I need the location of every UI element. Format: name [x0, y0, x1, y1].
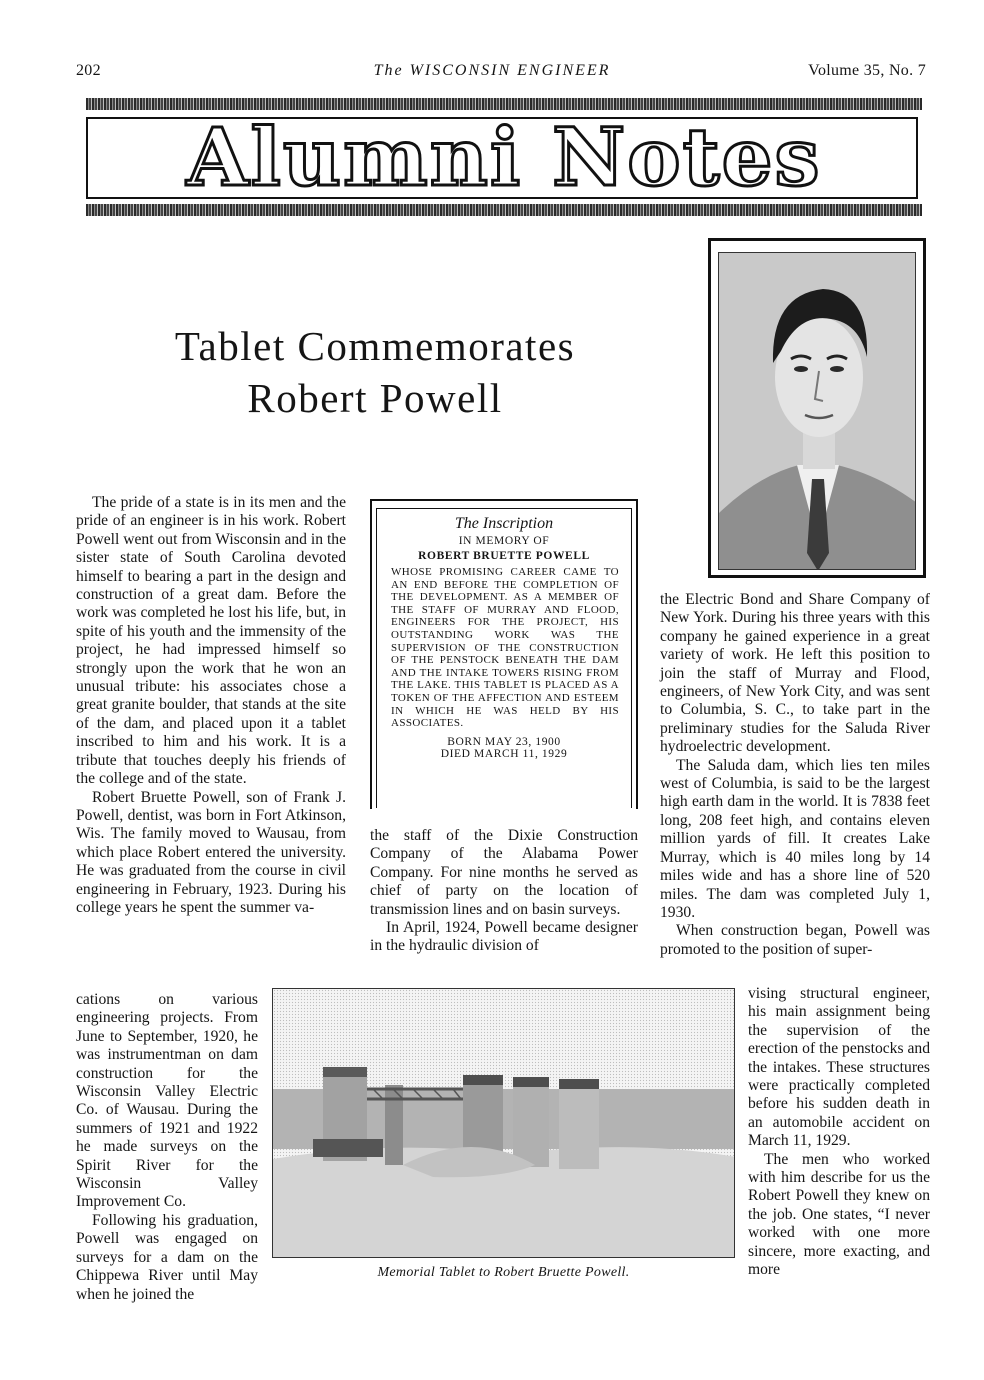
dam-intake-illustration	[273, 989, 735, 1258]
paragraph: the Electric Bond and Share Company of New York. During his three years with this company he gained experience in a great variety of work. He left this position to join the staff of Murray and Flood, engineers, of New York City, and was sent to Columbia, S. C., to take part in the preliminary studies for the Saluda River hydroelectric development.	[660, 591, 930, 756]
journal-title: The WISCONSIN ENGINEER	[373, 62, 611, 79]
portrait-photo	[718, 252, 916, 570]
paragraph: the staff of the Dixie Construction Company of the Alabama Power Company. For nine months he served as chief of party on the location of transmission lines and on basin surveys.	[370, 827, 638, 918]
paragraph: cations on various engineering projects. From June to September, 1920, he was instrumentman on dam construction for the Wisconsin Valley Electric Co. of Wausau. During the summers of 1921 and 1922 he made surveys on the Spirit River for the Wisconsin Valley Improvement Co.	[76, 991, 258, 1211]
memorial-tablet-photo	[272, 988, 735, 1258]
portrait-illustration	[719, 253, 916, 570]
paragraph: Robert Bruette Powell, son of Frank J. Powell, dentist, was born in Fort Atkinson, Wis. The family moved to Wausau, from which place Robert entered the university. He was graduated from the course in civil engineering in February, 1923. During his college years he spent the summer va-	[76, 788, 346, 916]
photo-caption: Memorial Tablet to Robert Bruette Powell.	[377, 1265, 630, 1280]
paragraph: The pride of a state is in its men and the pride of an engineer is in his work. Robert Powell went out from Wisconsin and in the sister state of South Carolina devoted himself to bearing a part in the design and construction of a great dam. Before the work was completed he lost his life, but, in spite of his youth and the immensity of the project, he had impressed himself so strongly upon the work that he won an unusual tribute: his associates chose a great granite boulder, that stands at the site of the dam, and placed upon it a tablet inscribed to him and his work. It is a tribute that touches deeply his friends of the college and of the state.	[76, 494, 346, 788]
article-column-1-lower	[76, 991, 258, 1304]
volume-info: Volume 35, No. 7	[808, 62, 926, 79]
article-headline	[70, 320, 680, 424]
inscription-died: DIED MARCH 11, 1929	[440, 747, 568, 760]
headline-line-1: Tablet Commemorates	[174, 323, 576, 369]
inscription-title: The Inscription	[454, 515, 554, 532]
inscription-body: WHOSE PROMISING CAREER CAME TO AN END BEFORE THE COMPLETION OF THE DEVELOPMENT. AS A MEMBER OF THE STAFF OF MURRAY AND FLOOD, ENGINEERS FOR THE PROJECT, HIS OUTSTANDING WORK WAS THE SUPERVISION OF THE CONSTRUCTION OF THE PENSTOCK BENEATH THE DAM AND THE INTAKE TOWERS RISING FROM THE LAKE. THIS TABLET IS PLACED AS A TOKEN OF THE AFFECTION AND ESTEEM IN WHICH HE WAS HELD BY HIS ASSOCIATES.	[391, 566, 619, 730]
inscription-born: BORN MAY 23, 1900	[447, 735, 561, 748]
inscription-name: ROBERT BRUETTE POWELL	[418, 550, 590, 562]
paragraph: The men who worked with him describe for us the Robert Powell they knew on the job. One states, “I never worked with one more sincere, more exacting, and more	[748, 1150, 930, 1279]
banner-top-rule	[86, 98, 922, 110]
article-column-2	[370, 827, 638, 956]
paragraph: vising structural engineer, his main assignment being the supervision of the erection of the penstocks and the intakes. These structures were practically completed before his sudden death in an automobile accident on March 11, 1929.	[748, 985, 930, 1150]
article-column-3-lower	[748, 985, 930, 1280]
paragraph: In April, 1924, Powell became designer in the hydraulic division of	[370, 919, 638, 955]
paragraph: The Saluda dam, which lies ten miles west of Columbia, is said to be the largest high earth dam in the world. It is 7838 feet long, 208 feet high, and contains eleven million yards of fill. It creates Lake Murray, which is 40 miles long by 14 miles wide and has a shore line of 520 miles. The dam was completed July 1, 1930.	[660, 756, 930, 921]
page-number: 202	[76, 62, 101, 79]
section-banner: Alumni Notes	[186, 110, 822, 204]
banner-bottom-rule	[86, 204, 922, 216]
article-column-1-upper	[76, 494, 346, 917]
inscription-panel	[376, 508, 632, 808]
inscription-in-memory: IN MEMORY OF	[458, 535, 550, 547]
paragraph: Following his graduation, Powell was engaged on surveys for a dam on the Chippewa River until May when he joined the	[76, 1211, 258, 1303]
headline-line-2: Robert Powell	[247, 375, 503, 421]
article-column-3-upper	[660, 591, 930, 959]
paragraph: When construction began, Powell was promoted to the position of super-	[660, 922, 930, 958]
